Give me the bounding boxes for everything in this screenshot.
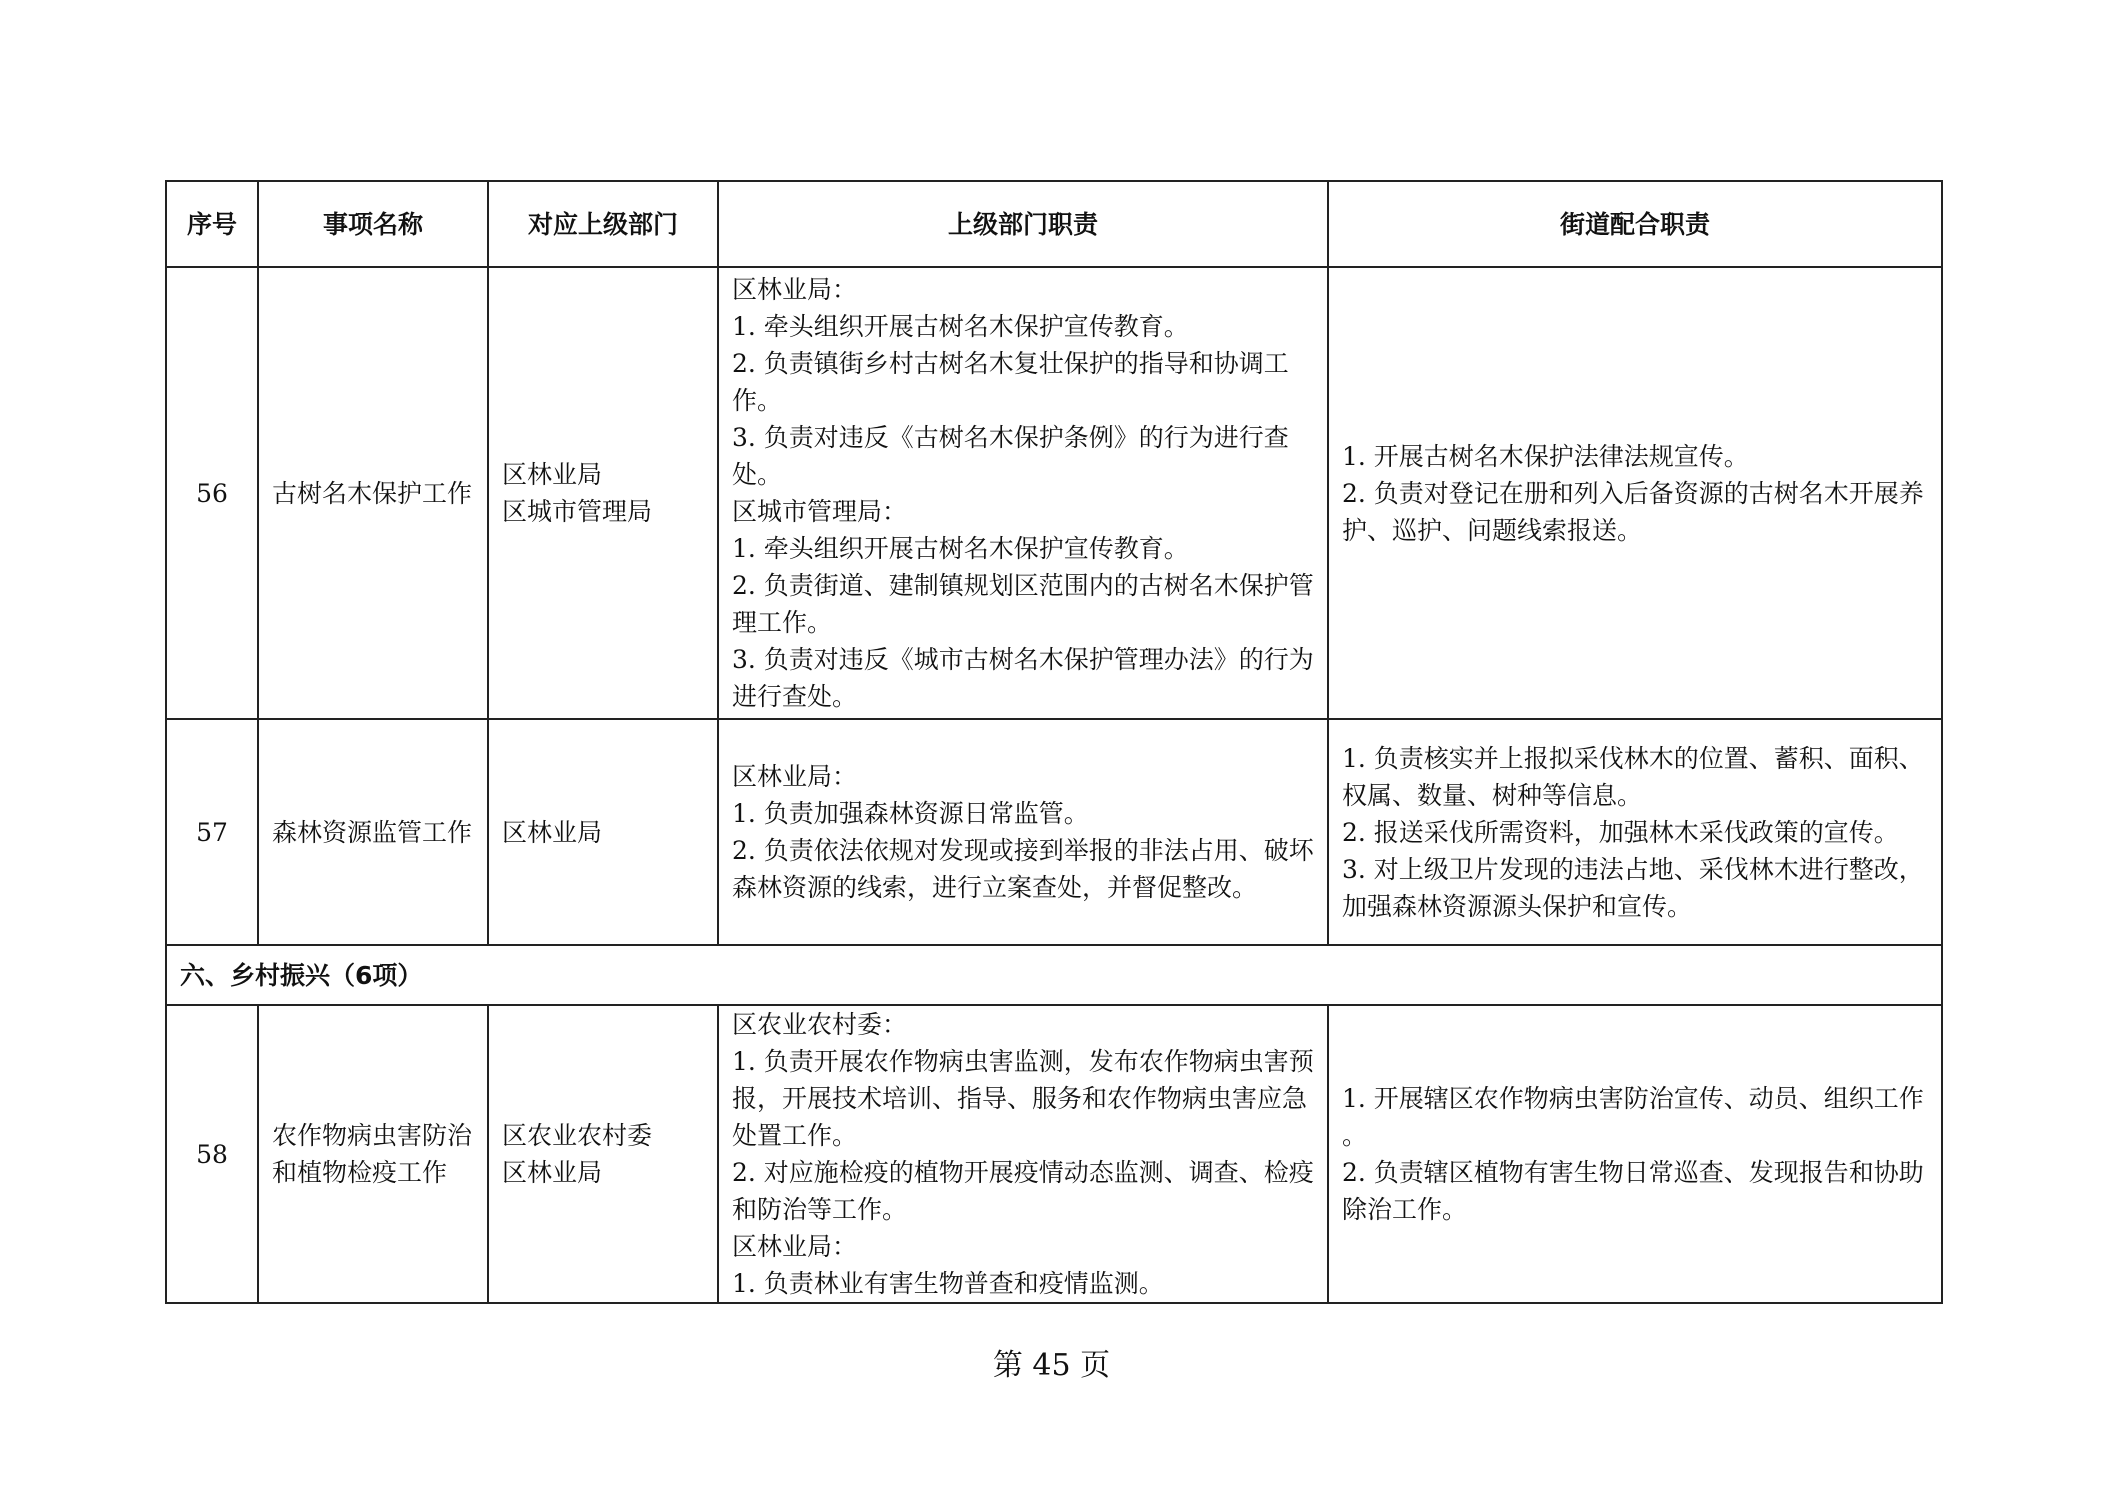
- duty-line: 1. 负责核实并上报拟采伐林木的位置、蓄积、面积、权属、数量、树种等信息。: [1342, 743, 1924, 810]
- duty-line: 2. 负责依法依规对发现或接到举报的非法占用、破坏森林资源的线索，进行立案查处，并督促整改。: [732, 836, 1314, 902]
- header-street-duty: 街道配合职责: [1328, 181, 1942, 267]
- duty-line: 1. 牵头组织开展古树名木保护宣传教育。: [732, 534, 1189, 563]
- row-number: 56: [166, 267, 258, 719]
- table-row: [166, 1005, 1942, 1303]
- duty-line: 1. 开展古树名木保护法律法规宣传。: [1342, 441, 1749, 471]
- dept-name: 区林业局: [502, 1158, 603, 1187]
- duty-line: 3. 负责对违反《城市古树名木保护管理办法》的行为进行查处。: [732, 645, 1314, 711]
- section-title: 六、乡村振兴（6项）: [166, 945, 1942, 1005]
- superior-dept-cell: [488, 1005, 718, 1303]
- header-superior-dept: 对应上级部门: [488, 181, 718, 267]
- superior-dept-cell: [488, 719, 718, 945]
- duty-line: 2. 对应施检疫的植物开展疫情动态监测、调查、检疫和防治等工作。: [732, 1158, 1314, 1224]
- page-number: 第 45 页: [992, 1348, 1111, 1383]
- duty-line: 区农业农村委：: [732, 1010, 908, 1039]
- duty-line: 区林业局：: [732, 1232, 858, 1261]
- row-number: 58: [166, 1005, 258, 1303]
- duty-line: 区林业局：: [732, 762, 858, 791]
- duty-table: [165, 180, 1943, 1304]
- duty-line: 2. 报送采伐所需资料，加强林木采伐政策的宣传。: [1342, 817, 1899, 847]
- item-name: 森林资源监管工作: [258, 719, 488, 945]
- table-header-row: [166, 181, 1942, 267]
- table-row: [166, 719, 1942, 945]
- duty-line: 3. 对上级卫片发现的违法占地、采伐林木进行整改，加强森林资源源头保护和宣传。: [1342, 854, 1924, 921]
- table-row: [166, 267, 1942, 719]
- duty-line: 区城市管理局：: [732, 497, 908, 526]
- duty-line: 2. 负责镇街乡村古树名木复壮保护的指导和协调工作。: [732, 349, 1289, 415]
- duty-line: 3. 负责对违反《古树名木保护条例》的行为进行查处。: [732, 423, 1289, 489]
- header-superior-duty: 上级部门职责: [718, 181, 1328, 267]
- header-no: 序号: [166, 181, 258, 267]
- duty-line: 2. 负责街道、建制镇规划区范围内的古树名木保护管理工作。: [732, 571, 1314, 637]
- row-number: 57: [166, 719, 258, 945]
- dept-name: 区林业局: [502, 817, 603, 847]
- duty-line: 1. 负责开展农作物病虫害监测，发布农作物病虫害预报，开展技术培训、指导、服务和农作物病虫害应急处置工作。: [732, 1047, 1314, 1150]
- duty-line: 1. 牵头组织开展古树名木保护宣传教育。: [732, 312, 1189, 341]
- dept-name: 区林业局: [502, 460, 603, 489]
- street-duty-cell: [1328, 719, 1942, 945]
- street-duty-cell: [1328, 267, 1942, 719]
- duty-line: 2. 负责对登记在册和列入后备资源的古树名木开展养护、巡护、问题线索报送。: [1342, 478, 1924, 545]
- section-header-row: [166, 945, 1942, 1005]
- item-name: 古树名木保护工作: [258, 267, 488, 719]
- header-item-name: 事项名称: [258, 181, 488, 267]
- duty-line: 1. 负责林业有害生物普查和疫情监测。: [732, 1269, 1164, 1298]
- duty-line: 1. 开展辖区农作物病虫害防治宣传、动员、组织工作 。: [1342, 1084, 1924, 1150]
- item-name: 农作物病虫害防治和植物检疫工作: [258, 1005, 488, 1303]
- superior-dept-cell: [488, 267, 718, 719]
- street-duty-cell: [1328, 1005, 1942, 1303]
- duty-line: 1. 负责加强森林资源日常监管。: [732, 799, 1089, 828]
- superior-duty-cell: [718, 719, 1328, 945]
- dept-name: 区农业农村委: [502, 1121, 653, 1150]
- superior-duty-cell: [718, 1005, 1328, 1303]
- duty-line: 区林业局：: [732, 275, 858, 304]
- dept-name: 区城市管理局: [502, 497, 653, 526]
- duty-line: 2. 负责辖区植物有害生物日常巡查、发现报告和协助除治工作。: [1342, 1158, 1924, 1224]
- superior-duty-cell: [718, 267, 1328, 719]
